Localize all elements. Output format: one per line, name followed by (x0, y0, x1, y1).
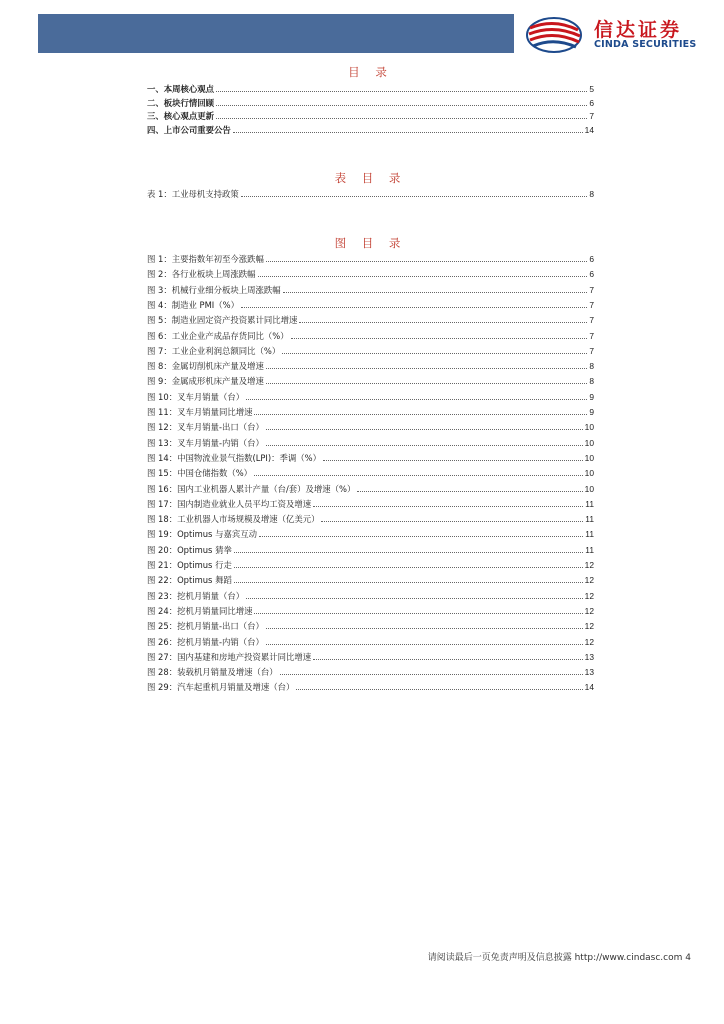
toc-entry-page: 7 (589, 330, 594, 341)
toc-entry[interactable] (147, 511, 594, 525)
toc-leader-dots (234, 582, 583, 583)
toc-entry-page: 12 (584, 575, 594, 586)
page-footer (385, 950, 691, 963)
toc-entry-page: 6 (589, 269, 594, 280)
toc-entry-label: 二、板块行情回顾 (147, 97, 214, 108)
toc-entry-page: 8 (589, 361, 594, 372)
toc-entry-page: 12 (584, 590, 594, 601)
toc-entry[interactable] (147, 679, 594, 693)
toc-entry-page: 7 (589, 299, 594, 310)
toc-leader-dots (254, 414, 587, 415)
toc-entry[interactable] (147, 389, 594, 403)
toc-entry-page: 12 (584, 621, 594, 632)
toc-entry[interactable] (147, 435, 594, 449)
toc-entry-label: 三、核心观点更新 (147, 111, 214, 121)
toc-entry-label: 图 17：国内制造业就业人员平均工资及增速 (147, 498, 312, 509)
toc-entry-label: 图 4：制造业 PMI（%） (147, 299, 239, 310)
toc-entry[interactable] (147, 81, 594, 95)
toc-leader-dots (266, 383, 587, 384)
toc-entry-page: 11 (585, 544, 594, 555)
toc-entry-page: 7 (589, 315, 594, 326)
toc-entry-label: 图 19：Optimus 与嘉宾互动 (147, 529, 257, 540)
toc-entry-page: 9 (589, 407, 594, 417)
toc-entry[interactable] (147, 419, 594, 433)
toc-entry[interactable] (147, 251, 594, 265)
toc-entry[interactable] (147, 481, 594, 495)
header-bar (38, 14, 514, 53)
toc-entry[interactable] (147, 526, 594, 540)
toc-entry-page: 12 (584, 560, 594, 570)
brand-name-en: CINDA SECURITIES (594, 39, 697, 50)
toc-entry[interactable] (147, 634, 594, 648)
toc-entry-label: 图 9：金属成形机床产量及增速 (147, 376, 264, 387)
toc-leader-dots (246, 399, 587, 400)
toc-entry[interactable] (147, 542, 594, 556)
toc-leader-dots (241, 196, 588, 197)
toc-entry-label: 图 24：挖机月销量同比增速 (147, 605, 253, 616)
toc-entry-page: 13 (584, 651, 594, 662)
contents-title: 目 录 (348, 65, 393, 79)
toc-entry[interactable] (147, 588, 594, 602)
toc-entry-label: 图 1：主要指数年初至今涨跌幅 (147, 254, 264, 264)
toc-entry-page: 10 (584, 437, 594, 448)
toc-entry[interactable] (147, 108, 594, 122)
toc-leader-dots (254, 475, 583, 476)
toc-entry-page: 11 (585, 498, 594, 509)
toc-entry-page: 6 (589, 97, 594, 108)
toc-leader-dots (280, 674, 583, 675)
toc-leader-dots (234, 552, 583, 553)
toc-entry[interactable] (147, 122, 594, 136)
toc-entry-label: 图 12：叉车月销量-出口（台） (147, 422, 264, 433)
toc-entry-page: 7 (589, 284, 594, 295)
toc-leader-dots (291, 338, 588, 339)
toc-leader-dots (266, 628, 583, 629)
footer-page-number: 4 (685, 953, 691, 963)
toc-entry[interactable] (147, 95, 594, 109)
toc-entry[interactable] (147, 266, 594, 280)
toc-entry-label: 图 27：国内基建和房地产投资累计同比增速 (147, 651, 312, 662)
toc-entry-page: 5 (589, 84, 594, 94)
toc-entry[interactable] (147, 343, 594, 357)
toc-entry[interactable] (147, 186, 594, 200)
toc-entry-label: 图 14：中国物流业景气指数(LPI)：季调（%） (147, 452, 321, 463)
toc-entry-label: 图 7：工业企业利润总额同比（%） (147, 345, 281, 356)
toc-leader-dots (313, 659, 583, 660)
toc-entry-label: 图 18：工业机器人市场规模及增速（亿美元） (147, 514, 320, 525)
toc-entry-label: 一、本周核心观点 (147, 84, 214, 94)
toc-leader-dots (241, 307, 587, 308)
toc-entry-label: 图 6：工业企业产成品存货同比（%） (147, 330, 289, 341)
toc-entry-page: 10 (584, 422, 594, 433)
toc-entry-label: 图 10：叉车月销量（台） (147, 391, 245, 402)
figures-title: 图 目 录 (334, 236, 407, 250)
toc-entry-page: 14 (584, 682, 594, 693)
toc-entry-page: 10 (584, 468, 594, 479)
toc-entry-label: 图 25：挖机月销量-出口（台） (147, 621, 264, 632)
toc-entry[interactable] (147, 572, 594, 586)
toc-entry[interactable] (147, 496, 594, 510)
toc-entry[interactable] (147, 649, 594, 663)
toc-leader-dots (321, 521, 583, 522)
toc-entry[interactable] (147, 557, 594, 571)
toc-entry[interactable] (147, 465, 594, 479)
brand-name-cn: 信达证券 (594, 19, 683, 41)
toc-leader-dots (282, 353, 587, 354)
toc-entry-label: 表 1：工业母机支持政策 (147, 189, 239, 199)
toc-leader-dots (259, 536, 583, 537)
toc-entry[interactable] (147, 282, 594, 296)
toc-entry[interactable] (147, 328, 594, 342)
toc-leader-dots (266, 644, 583, 645)
toc-entry-label: 图 15：中国仓储指数（%） (147, 468, 253, 479)
toc-entry-label: 图 11：叉车月销量同比增速 (147, 407, 253, 417)
toc-leader-dots (258, 276, 588, 277)
toc-leader-dots (216, 118, 587, 119)
toc-leader-dots (299, 322, 587, 323)
toc-entry[interactable] (147, 450, 594, 464)
toc-entry-label: 图 3：机械行业细分板块上周涨跌幅 (147, 284, 281, 295)
toc-entry-label: 四、上市公司重要公告 (147, 124, 231, 135)
toc-entry-page: 7 (589, 111, 594, 121)
toc-leader-dots (296, 689, 582, 690)
toc-entry-page: 9 (589, 391, 594, 402)
toc-entry-label: 图 28：装载机月销量及增速（台） (147, 667, 278, 678)
toc-entry-page: 13 (584, 667, 594, 678)
toc-entry-page: 10 (584, 483, 594, 494)
toc-entry-label: 图 5：制造业固定资产投资累计同比增速 (147, 315, 298, 326)
toc-leader-dots (266, 368, 587, 369)
toc-entry-page: 12 (584, 636, 594, 647)
toc-leader-dots (266, 445, 583, 446)
toc-entry-page: 11 (585, 514, 594, 525)
toc-entry-label: 图 21：Optimus 行走 (147, 560, 232, 570)
toc-entry[interactable] (147, 664, 594, 678)
toc-leader-dots (246, 598, 583, 599)
toc-leader-dots (216, 91, 587, 92)
toc-entry-page: 7 (589, 345, 594, 356)
footer-disclaimer: 请阅读最后一页免责声明及信息披露 http://www.cindasc.com (427, 953, 683, 963)
toc-entry[interactable] (147, 404, 594, 418)
toc-entry-label: 图 13：叉车月销量-内销（台） (147, 437, 264, 448)
toc-leader-dots (233, 132, 583, 133)
cinda-globe-icon (524, 16, 584, 54)
toc-leader-dots (313, 506, 583, 507)
toc-entry-page: 12 (584, 605, 594, 616)
toc-entry[interactable] (147, 358, 594, 372)
toc-entry-label: 图 16：国内工业机器人累计产量（台/套）及增速（%） (147, 483, 356, 494)
toc-leader-dots (254, 613, 582, 614)
cinda-logo (524, 14, 704, 54)
toc-leader-dots (283, 292, 588, 293)
toc-entry-label: 图 23：挖机月销量（台） (147, 590, 245, 601)
toc-entry[interactable] (147, 618, 594, 632)
toc-leader-dots (234, 567, 583, 568)
toc-entry-label: 图 8：金属切削机床产量及增速 (147, 361, 264, 372)
toc-leader-dots (266, 261, 587, 262)
toc-entry[interactable] (147, 603, 594, 617)
toc-entry-label: 图 20：Optimus 猜拳 (147, 544, 232, 555)
toc-entry-page: 14 (584, 124, 594, 135)
toc-leader-dots (266, 429, 583, 430)
toc-entry-page: 6 (589, 254, 594, 264)
toc-leader-dots (357, 491, 582, 492)
toc-entry[interactable] (147, 373, 594, 387)
tables-title: 表 目 录 (334, 171, 407, 185)
toc-leader-dots (323, 460, 583, 461)
toc-entry-page: 8 (589, 189, 594, 199)
toc-leader-dots (216, 105, 587, 106)
toc-entry[interactable] (147, 312, 594, 326)
toc-entry-label: 图 26：挖机月销量-内销（台） (147, 636, 264, 647)
toc-entry[interactable] (147, 297, 594, 311)
toc-entry-page: 8 (589, 376, 594, 387)
toc-entry-page: 11 (585, 529, 594, 540)
toc-entry-label: 图 2：各行业板块上周涨跌幅 (147, 269, 256, 280)
toc-entry-label: 图 29：汽车起重机月销量及增速（台） (147, 682, 295, 693)
toc-entry-page: 10 (584, 452, 594, 463)
toc-entry-label: 图 22：Optimus 舞蹈 (147, 575, 232, 586)
